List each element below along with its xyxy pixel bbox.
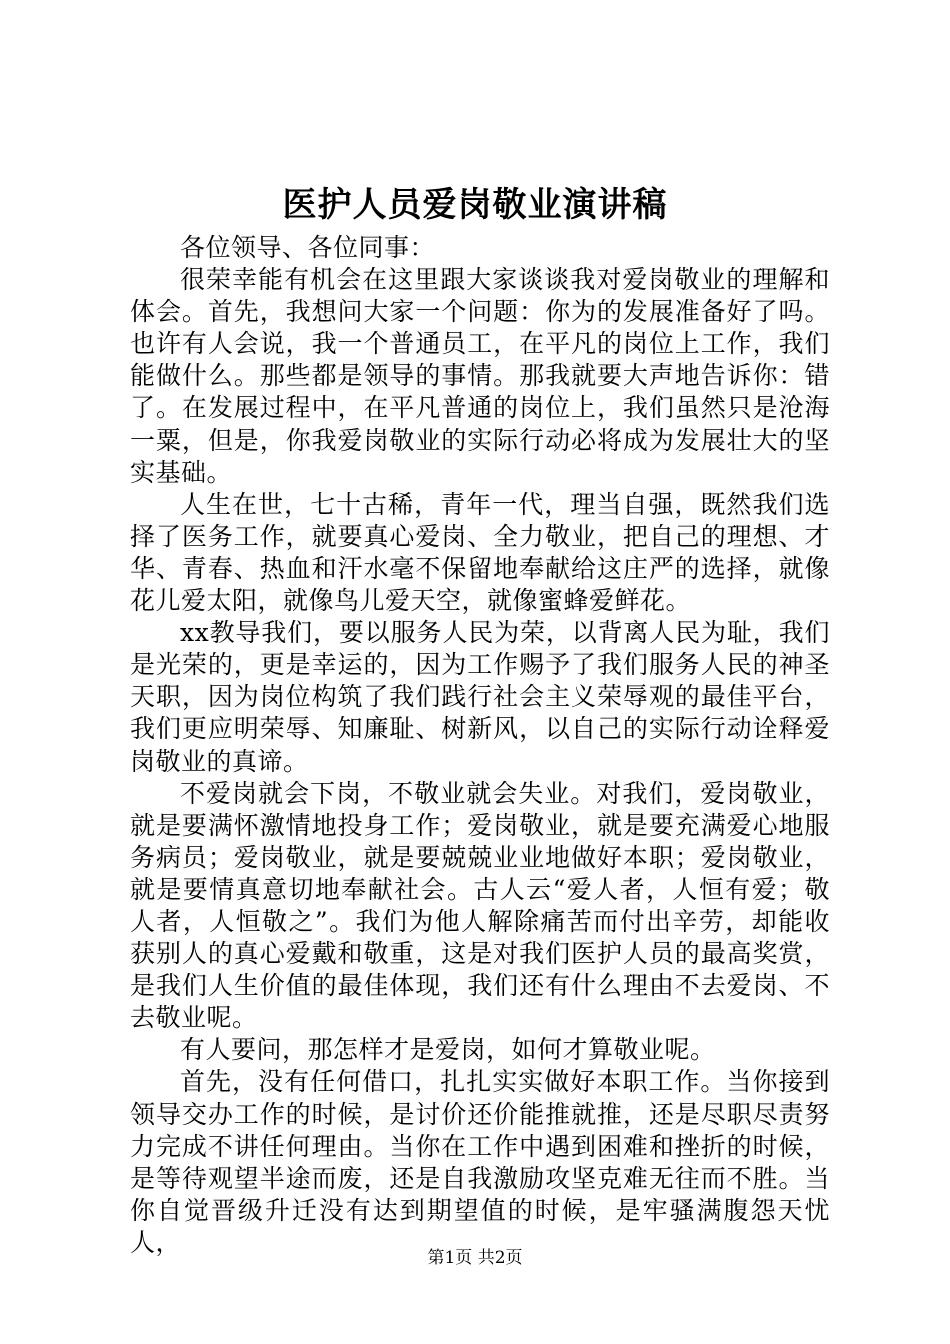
document-title: 医护人员爱岗敬业演讲稿 [282, 185, 668, 225]
salutation: 各位领导、各位同事： [180, 233, 436, 262]
paragraph: 有人要问，那怎样才是爱岗，如何才算敬业呢。 [180, 1035, 716, 1065]
document-body [130, 232, 830, 1259]
paragraph: xx教导我们，要以服务人民为荣，以背离人民为耻，我们是光荣的，更是幸运的，因为工作赐予了我们服务人民的神圣天职，因为岗位构筑了我们践行社会主义荣辱观的最佳平台，我们更应明荣辱、知廉耻、树新风，以自己的实际行动诠释爱岗敬业的真谛。 [130, 618, 830, 776]
paragraph: 人生在世，七十古稀，青年一代，理当自强，既然我们选择了医务工作，就要真心爱岗、全力敬业，把自己的理想、才华、青春、热血和汗水毫不保留地奉献给这庄严的选择，就像花儿爱太阳，就像鸟儿爱天空，就像蜜蜂爱鲜花。 [130, 489, 830, 616]
paragraph: 首先，没有任何借口，扎扎实实做好本职工作。当你接到领导交办工作的时候，是讨价还价能推就推，还是尽职尽责努力完成不讲任何理由。当你在工作中遇到困难和挫折的时候，是等待观望半途而废，还是自我激励攻坚克难无往而不胜。当你自觉晋级升迁没有达到期望值的时候，是牢骚满腹怨天忧人， [130, 1067, 830, 1257]
paragraph: 很荣幸能有机会在这里跟大家谈谈我对爱岗敬业的理解和体会。首先，我想问大家一个问题：你为的发展准备好了吗。也许有人会说，我一个普通员工，在平凡的岗位上工作，我们能做什么。那些都是领导的事情。那我就要大声地告诉你：错了。在发展过程中，在平凡普通的岗位上，我们虽然只是沧海一粟，但是，你我爱岗敬业的实际行动必将成为发展壮大的坚实基础。 [130, 265, 830, 487]
page-number-footer: 第1页 共2页 [427, 1248, 523, 1268]
paragraph: 不爱岗就会下岗，不敬业就会失业。对我们，爱岗敬业，就是要满怀激情地投身工作；爱岗敬业，就是要充满爱心地服务病员；爱岗敬业，就是要兢兢业业地做好本职；爱岗敬业，就是要情真意切地奉献社会。古人云“爱人者，人恒有爱；敬人者，人恒敬之”。我们为他人解除痛苦而付出辛劳，却能收获别人的真心爱戴和敬重，这是对我们医护人员的最高奖赏，是我们人生价值的最佳体现，我们还有什么理由不去爱岗、不去敬业呢。 [130, 778, 830, 1033]
